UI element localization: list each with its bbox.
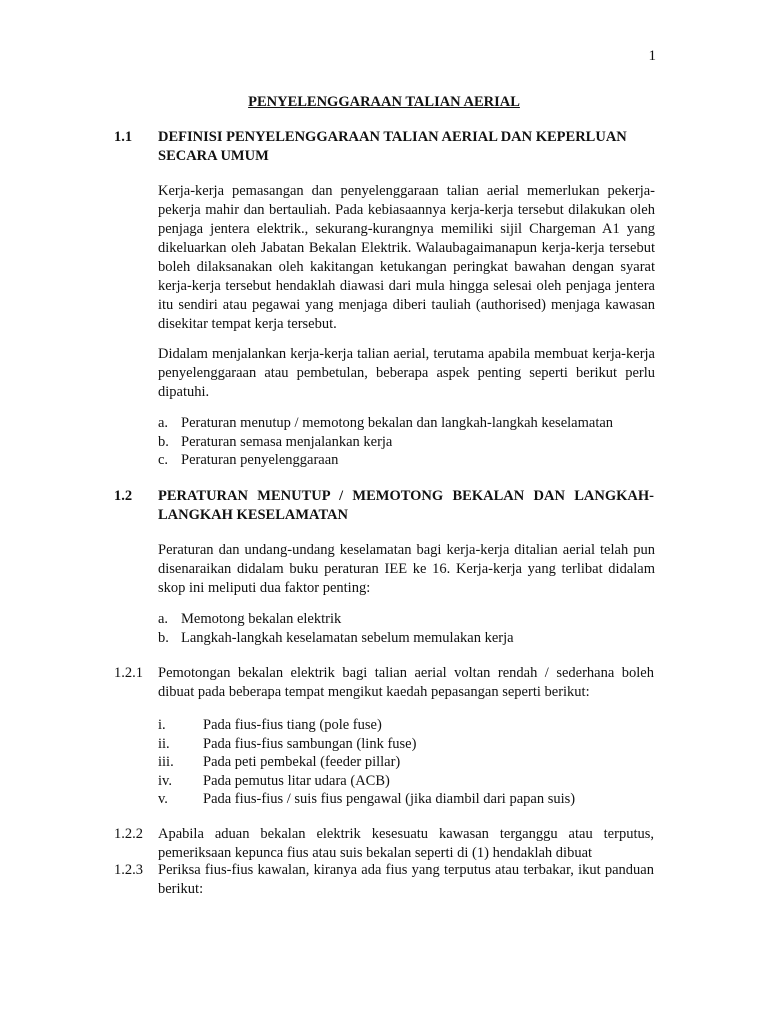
list-item: c. Peraturan penyelenggaraan (158, 452, 339, 468)
section-1-2-paragraph-1: Peraturan dan undang-undang keselamatan bagi kerja-kerja ditalian aerial telah pun disenaraikan didalam buku peraturan IEE ke 16. Kerja-kerja yang terlibat didalam skop ini meliputi dua faktor penting: (158, 542, 655, 596)
section-1-1-paragraph-1: Kerja-kerja pemasangan dan penyelenggaraan talian aerial memerlukan pekerja-pekerja mahir dan bertauliah. Pada kebiasaannya kerja-kerja tersebut dilakukan oleh penjaga jentera elektrik., sekurang-kurangnya memiliki sijil Chargeman A1 yang dikeluarkan oleh Jabatan Bekalan Elektrik. Walaubagaimanapun kerja-kerja tersebut boleh dilaksanakan oleh kakitangan ketukangan peringkat bawahan dengan syarat kerja-kerja tersebut hendaklah diawasi dari mula hingga selesai oleh penjaga jentera itu sendiri atau pegawai yang menjaga diberi tauliah (authorised) menjaga kawasan disekitar tempat kerja tersebut. (158, 183, 655, 332)
list-item: b. Peraturan semasa menjalankan kerja (158, 433, 393, 450)
section-1-2-1-list (158, 716, 658, 809)
page-number: 1 (648, 48, 656, 64)
section-text: Periksa fius-fius kawalan, kiranya ada fius yang terputus atau terbakar, ikut panduan berikut: (158, 862, 654, 897)
document-title: PENYELENGGARAAN TALIAN AERIAL (248, 94, 520, 110)
section-1-2-1 (114, 664, 654, 702)
list-item: i. Pada fius-fius tiang (pole fuse) (158, 717, 382, 733)
section-1-1-heading (114, 128, 654, 166)
list-item: iii. Pada peti pembekal (feeder pillar) (158, 754, 401, 770)
section-number: 1.1 (114, 129, 133, 145)
section-1-2-list (158, 610, 658, 647)
list-item: a. Peraturan menutup / memotong bekalan dan langkah-langkah keselamatan (158, 415, 614, 431)
list-item: iv. Pada pemutus litar udara (ACB) (158, 772, 390, 789)
list-item: a. Memotong bekalan elektrik (158, 611, 342, 627)
section-number: 1.2.1 (114, 665, 143, 681)
section-1-1-paragraph-2: Didalam menjalankan kerja-kerja talian aerial, terutama apabila membuat kerja-kerja penyelenggaraan atau pembetulan, beberapa aspek penting seperti berikut perlu dipatuhi. (158, 346, 655, 400)
section-1-2-heading (114, 487, 654, 525)
section-text: Pemotongan bekalan elektrik bagi talian aerial voltan rendah / sederhana boleh dibuat pada beberapa tempat mengikut kaedah pepasangan seperti berikut: (158, 665, 654, 700)
section-number: 1.2.3 (114, 862, 143, 878)
list-item: b. Langkah-langkah keselamatan sebelum memulakan kerja (158, 629, 514, 646)
section-heading-text: PERATURAN MENUTUP / MEMOTONG BEKALAN DAN LANGKAH-LANGKAH KESELAMATAN (158, 488, 654, 523)
section-1-2-3 (114, 861, 654, 899)
section-number: 1.2 (114, 488, 133, 504)
section-1-2-2 (114, 825, 654, 863)
section-number: 1.2.2 (114, 826, 143, 842)
section-text: Apabila aduan bekalan elektrik kesesuatu kawasan terganggu atau terputus, pemeriksaan kepunca fius atau suis bekalan seperti di (1) hendaklah dibuat (158, 826, 654, 861)
section-1-1-list (158, 414, 658, 470)
list-item: ii. Pada fius-fius sambungan (link fuse) (158, 735, 417, 752)
list-item: v. Pada fius-fius / suis fius pengawal (jika diambil dari papan suis) (158, 791, 576, 807)
section-heading-text: DEFINISI PENYELENGGARAAN TALIAN AERIAL DAN KEPERLUAN SECARA UMUM (158, 129, 627, 164)
